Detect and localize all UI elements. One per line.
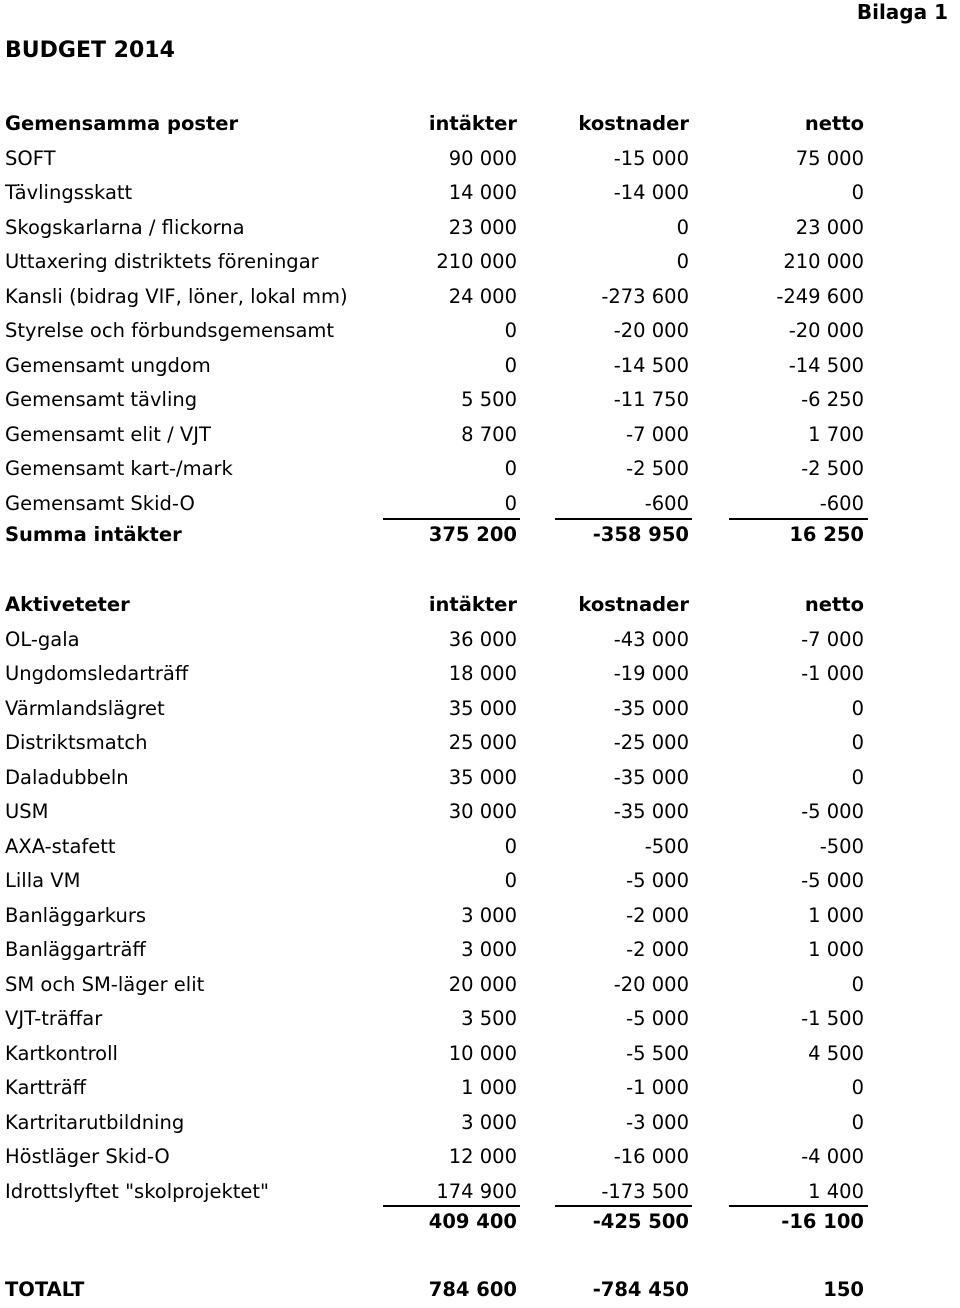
income-cell: 14 000 (448, 181, 517, 204)
income-cell: 784 600 (428, 1278, 517, 1301)
income-cell: 90 000 (448, 146, 517, 170)
net-cell: -5 000 (801, 869, 864, 892)
row-label: Idrottslyftet "skolprojektet" (5, 1179, 270, 1203)
cost-cell: -358 950 (592, 523, 689, 546)
net-cell: 0 (851, 1110, 864, 1134)
income-cell: 3 500 (461, 1007, 517, 1030)
table-row (0, 1007, 960, 1037)
table-row (0, 181, 960, 211)
cost-cell: -35 000 (613, 696, 689, 720)
cost-cell: -425 500 (592, 1210, 689, 1233)
cost-cell: -19 000 (613, 662, 689, 685)
row-label: OL-gala (5, 627, 80, 651)
net-cell: 0 (851, 181, 864, 204)
net-cell: 16 250 (789, 523, 864, 546)
income-cell: 35 000 (448, 765, 517, 789)
net-cell: 1 000 (808, 903, 864, 927)
row-label: Gemensamt Skid-O (5, 491, 195, 515)
cost-cell: -15 000 (613, 146, 689, 170)
cost-cell: -20 000 (613, 972, 689, 996)
row-label: Styrelse och förbundsgemensamt (5, 319, 335, 342)
income-cell: 409 400 (428, 1210, 517, 1233)
cost-cell: -16 000 (613, 1145, 689, 1168)
cost-cell: -1 000 (626, 1076, 689, 1099)
cost-cell: -5 500 (626, 1041, 689, 1065)
row-label: Kartkontroll (5, 1041, 118, 1065)
income-cell: 35 000 (448, 696, 517, 720)
net-cell: -4 000 (801, 1145, 864, 1168)
net-cell: 1 700 (808, 422, 864, 446)
row-label: SM och SM-läger elit (5, 972, 205, 996)
section-header (0, 593, 960, 623)
table-row (0, 904, 960, 934)
row-label: Kartritarutbildning (5, 1110, 185, 1134)
column-header: kostnader (578, 593, 689, 616)
cost-cell: -2 000 (626, 938, 689, 961)
income-cell: 1 000 (461, 1076, 517, 1099)
table-row (0, 1111, 960, 1141)
table-row (0, 492, 960, 522)
cost-cell: 0 (676, 250, 689, 273)
table-row (0, 457, 960, 487)
table-row (0, 697, 960, 727)
table-row (0, 319, 960, 349)
sum-rule (383, 518, 520, 520)
net-cell: -1 500 (801, 1007, 864, 1030)
cost-cell: -14 000 (613, 181, 689, 204)
row-label: Kansli (bidrag VIF, löner, lokal mm) (5, 284, 348, 308)
income-cell: 0 (504, 834, 517, 858)
net-cell: 0 (851, 972, 864, 996)
net-cell: 0 (851, 731, 864, 754)
section-heading: Gemensamma poster (5, 112, 239, 135)
table-row (0, 800, 960, 830)
income-cell: 210 000 (436, 250, 517, 273)
table-row (0, 250, 960, 280)
income-cell: 3 000 (461, 1110, 517, 1134)
income-cell: 30 000 (448, 800, 517, 823)
income-cell: 20 000 (448, 972, 517, 996)
grand-total-row (0, 1278, 960, 1308)
income-cell: 0 (504, 319, 517, 342)
net-cell: 0 (851, 696, 864, 720)
table-row (0, 216, 960, 246)
row-label: Skogskarlarna / flickorna (5, 215, 245, 239)
cost-cell: -11 750 (613, 388, 689, 411)
net-cell: -2 500 (801, 457, 864, 480)
table-row (0, 938, 960, 968)
income-cell: 0 (504, 491, 517, 515)
net-cell: -500 (819, 834, 864, 858)
income-cell: 0 (504, 869, 517, 892)
row-label: USM (5, 800, 49, 823)
income-cell: 3 000 (461, 938, 517, 961)
table-row (0, 354, 960, 384)
income-cell: 0 (504, 457, 517, 480)
table-row (0, 973, 960, 1003)
table-row (0, 731, 960, 761)
table-row (0, 423, 960, 453)
sum-rule (555, 518, 692, 520)
column-header: intäkter (428, 112, 517, 135)
column-header: kostnader (578, 112, 689, 135)
cost-cell: -173 500 (601, 1179, 689, 1203)
cost-cell: -3 000 (626, 1110, 689, 1134)
income-cell: 3 000 (461, 903, 517, 927)
income-cell: 23 000 (448, 215, 517, 239)
table-row (0, 1076, 960, 1106)
table-row (0, 766, 960, 796)
income-cell: 36 000 (448, 627, 517, 651)
table-row (0, 147, 960, 177)
total-row (0, 523, 960, 553)
cost-cell: -500 (644, 834, 689, 858)
cost-cell: -5 000 (626, 1007, 689, 1030)
row-label: AXA-stafett (5, 834, 116, 858)
row-label: Lilla VM (5, 869, 81, 892)
net-cell: -249 600 (776, 284, 864, 308)
row-label: Värmlandslägret (5, 696, 165, 720)
row-label: Tävlingsskatt (5, 181, 133, 204)
net-cell: -20 000 (788, 319, 864, 342)
table-row (0, 1145, 960, 1175)
section-header (0, 112, 960, 142)
net-cell: -16 100 (781, 1210, 864, 1233)
table-row (0, 835, 960, 865)
total-row (0, 1210, 960, 1240)
net-cell: -1 000 (801, 662, 864, 685)
table-row (0, 388, 960, 418)
net-cell: 4 500 (808, 1041, 864, 1065)
row-label: Banläggarträff (5, 938, 146, 961)
net-cell: -5 000 (801, 800, 864, 823)
row-label: SOFT (5, 146, 56, 170)
income-cell: 8 700 (461, 422, 517, 446)
income-cell: 18 000 (448, 662, 517, 685)
income-cell: 5 500 (461, 388, 517, 411)
cost-cell: -5 000 (626, 869, 689, 892)
row-label: Summa intäkter (5, 523, 182, 546)
column-header: intäkter (428, 593, 517, 616)
attachment-label: Bilaga 1 (856, 0, 948, 24)
income-cell: 25 000 (448, 731, 517, 754)
net-cell: -600 (819, 491, 864, 515)
income-cell: 174 900 (436, 1179, 517, 1203)
net-cell: 150 (823, 1278, 864, 1301)
net-cell: -6 250 (801, 388, 864, 411)
sum-rule (729, 518, 868, 520)
row-label: Gemensamt ungdom (5, 353, 211, 377)
income-cell: 10 000 (448, 1041, 517, 1065)
row-label: TOTALT (5, 1278, 85, 1301)
net-cell: 0 (851, 1076, 864, 1099)
table-row (0, 1042, 960, 1072)
cost-cell: -2 500 (626, 457, 689, 480)
sum-rule (383, 1205, 520, 1207)
section-heading: Aktiveteter (5, 593, 130, 616)
cost-cell: -784 450 (592, 1278, 689, 1301)
cost-cell: -25 000 (613, 731, 689, 754)
column-header: netto (804, 112, 864, 135)
cost-cell: -7 000 (626, 422, 689, 446)
net-cell: 1 400 (808, 1179, 864, 1203)
cost-cell: -600 (644, 491, 689, 515)
page-title: BUDGET 2014 (5, 38, 175, 63)
income-cell: 375 200 (428, 523, 517, 546)
row-label: Gemensamt kart-/mark (5, 457, 233, 480)
cost-cell: -14 500 (613, 353, 689, 377)
row-label: Banläggarkurs (5, 903, 147, 927)
cost-cell: 0 (676, 215, 689, 239)
cost-cell: -43 000 (613, 627, 689, 651)
row-label: Ungdomsledarträff (5, 662, 189, 685)
sum-rule (555, 1205, 692, 1207)
net-cell: 75 000 (795, 146, 864, 170)
income-cell: 12 000 (448, 1145, 517, 1168)
cost-cell: -35 000 (613, 800, 689, 823)
row-label: Daladubbeln (5, 765, 129, 789)
income-cell: 0 (504, 353, 517, 377)
row-label: Gemensamt tävling (5, 388, 198, 411)
sum-rule (729, 1205, 868, 1207)
net-cell: 1 000 (808, 938, 864, 961)
row-label: Gemensamt elit / VJT (5, 422, 211, 446)
cost-cell: -20 000 (613, 319, 689, 342)
income-cell: 24 000 (448, 284, 517, 308)
net-cell: 210 000 (783, 250, 864, 273)
column-header: netto (804, 593, 864, 616)
table-row (0, 662, 960, 692)
row-label: Uttaxering distriktets föreningar (5, 250, 319, 273)
row-label: VJT-träffar (5, 1007, 103, 1030)
cost-cell: -2 000 (626, 903, 689, 927)
table-row (0, 285, 960, 315)
cost-cell: -273 600 (601, 284, 689, 308)
net-cell: -14 500 (788, 353, 864, 377)
table-row (0, 869, 960, 899)
net-cell: -7 000 (801, 627, 864, 651)
cost-cell: -35 000 (613, 765, 689, 789)
row-label: Kartträff (5, 1076, 87, 1099)
table-row (0, 628, 960, 658)
row-label: Höstläger Skid-O (5, 1145, 170, 1168)
net-cell: 23 000 (795, 215, 864, 239)
net-cell: 0 (851, 765, 864, 789)
row-label: Distriktsmatch (5, 731, 148, 754)
